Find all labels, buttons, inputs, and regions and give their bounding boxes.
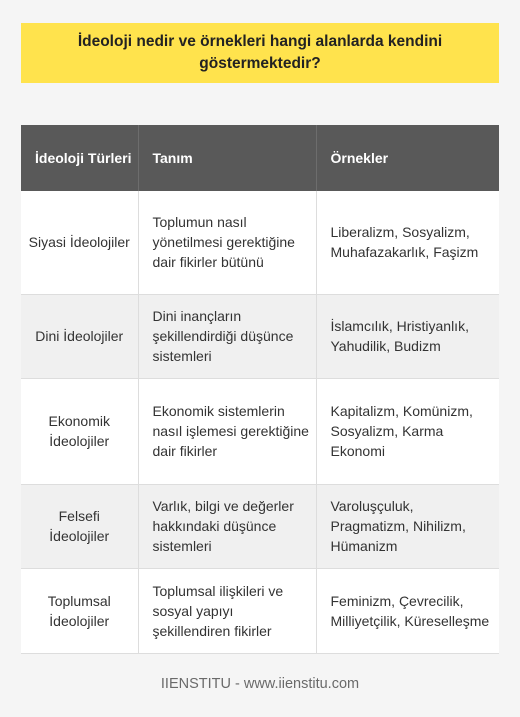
page-title: İdeoloji nedir ve örnekleri hangi alanlarda kendini göstermektedir? [77, 33, 443, 72]
table-row [21, 484, 499, 568]
table-row [21, 294, 499, 378]
definition-cell: Toplumsal ilişkileri ve sosyal yapıyı şekillendiren fikirler [138, 568, 316, 653]
ideology-type-cell: Felsefi İdeolojiler [21, 484, 138, 568]
table-row [21, 378, 499, 484]
column-header-examples: Örnekler [330, 150, 389, 166]
ideology-type-cell: Dini İdeolojiler [21, 294, 138, 378]
table-row [21, 568, 499, 653]
ideology-table [21, 125, 499, 654]
column-header-types: İdeoloji Türleri [21, 125, 138, 191]
examples-cell: Feminizm, Çevrecilik, Milliyetçilik, Küreselleşme [316, 568, 499, 653]
examples-cell: İslamcılık, Hristiyanlık, Yahudilik, Budizm [316, 294, 499, 378]
table-header-row [21, 125, 499, 191]
ideology-type-cell: Toplumsal İdeolojiler [21, 568, 138, 653]
table-row [21, 191, 499, 294]
page-title-banner [21, 23, 499, 83]
footer-credit: IIENSTITU - www.iienstitu.com [160, 676, 360, 692]
examples-cell: Kapitalizm, Komünizm, Sosyalizm, Karma Ekonomi [316, 378, 499, 484]
definition-cell: Varlık, bilgi ve değerler hakkındaki düşünce sistemleri [138, 484, 316, 568]
examples-cell: Varoluşçuluk, Pragmatizm, Nihilizm, Hümanizm [316, 484, 499, 568]
ideology-type-cell: Siyasi İdeolojiler [21, 191, 138, 294]
definition-cell: Toplumun nasıl yönetilmesi gerektiğine dair fikirler bütünü [138, 191, 316, 294]
ideology-type-cell: Ekonomik İdeolojiler [21, 378, 138, 484]
definition-cell: Dini inançların şekillendirdiği düşünce sistemleri [138, 294, 316, 378]
examples-cell: Liberalizm, Sosyalizm, Muhafazakarlık, Faşizm [316, 191, 499, 294]
ideology-table-container [21, 125, 499, 654]
definition-cell: Ekonomik sistemlerin nasıl işlemesi gerektiğine dair fikirler [138, 378, 316, 484]
column-header-definition: Tanım [138, 125, 316, 191]
